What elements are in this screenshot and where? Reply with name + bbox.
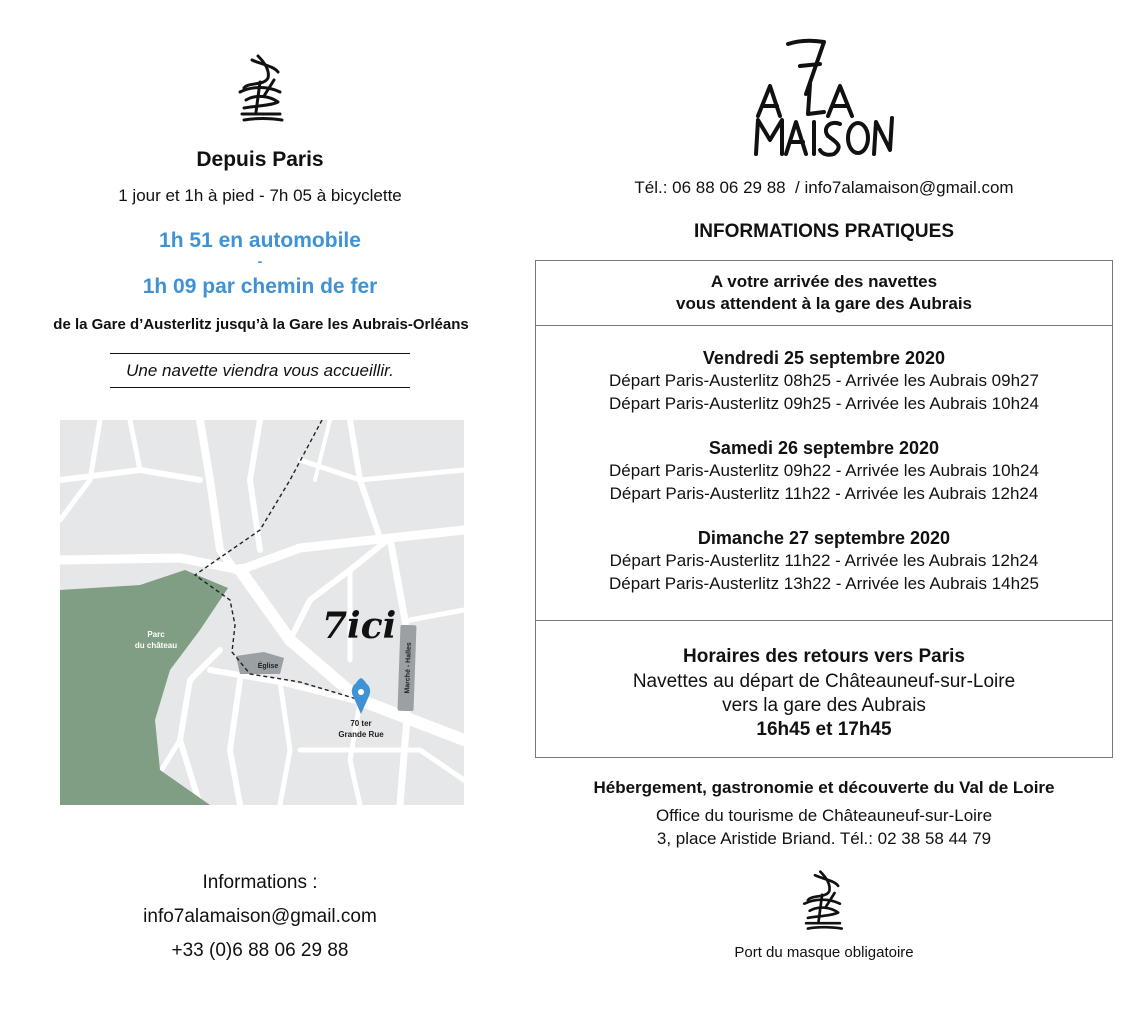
route-text: de la Gare d’Austerlitz jusqu’à la Gare les Aubrais-Orléans [53, 316, 469, 333]
contact-line: Tél.: 06 88 06 29 88 / info7alamaison@gmail.com [634, 178, 1014, 197]
park-label-1: Parc [147, 630, 165, 639]
train-time: 1h 09 par chemin de fer [142, 275, 378, 298]
brand-logo [748, 36, 898, 161]
return-title: Horaires des retours vers Paris [683, 646, 965, 667]
section-title: INFORMATIONS PRATIQUES [693, 221, 955, 242]
car-time: 1h 51 en automobile [159, 229, 361, 252]
handwritten-label: 7ici [322, 605, 397, 647]
lodging-title: Hébergement, gastronomie et découverte du Val de Loire [593, 778, 1055, 797]
address-label-1: 70 ter [350, 719, 372, 728]
day-schedule-line: Départ Paris-Austerlitz 09h22 - Arrivée les Aubrais 10h24 [609, 461, 1039, 480]
scribble-logo-icon [799, 868, 847, 934]
map-graphic [60, 420, 464, 805]
arrival-line-2: vous attendent à la gare des Aubrais [675, 294, 972, 313]
time-separator: - [257, 253, 263, 269]
box-divider-1 [535, 325, 1113, 326]
day-schedule-line: Départ Paris-Austerlitz 11h22 - Arrivée les Aubrais 12h24 [609, 484, 1039, 503]
day-schedule-line: Départ Paris-Austerlitz 11h22 - Arrivée les Aubrais 12h24 [609, 551, 1039, 570]
market-label: Marché - Halles [404, 642, 413, 694]
info-email[interactable]: info7alamaison@gmail.com [143, 906, 377, 927]
note-rule-top [110, 353, 410, 354]
return-line-1: Navettes au départ de Châteauneuf-sur-Loire [632, 671, 1016, 692]
left-heading: Depuis Paris [196, 148, 324, 171]
arrival-line-1: A votre arrivée des navettes [710, 272, 938, 291]
shuttle-note: Une navette viendra vous accueillir. [126, 361, 394, 380]
day-schedule-line: Départ Paris-Austerlitz 09h25 - Arrivée les Aubrais 10h24 [609, 394, 1039, 413]
note-rule-bottom [110, 387, 410, 388]
day-title: Samedi 26 septembre 2020 [708, 438, 940, 458]
day-schedule-line: Départ Paris-Austerlitz 13h22 - Arrivée les Aubrais 14h25 [609, 574, 1039, 593]
return-times: 16h45 et 17h45 [756, 719, 892, 740]
brand-logo-icon [748, 36, 898, 161]
park-label-2: du château [134, 641, 178, 650]
scribble-logo-icon [234, 52, 288, 126]
box-divider-2 [535, 620, 1113, 621]
church-label: Église [257, 663, 279, 670]
day-schedule-line: Départ Paris-Austerlitz 08h25 - Arrivée les Aubrais 09h27 [609, 371, 1039, 390]
mask-notice: Port du masque obligatoire [734, 944, 914, 961]
map [60, 420, 464, 805]
return-line-2: vers la gare des Aubrais [722, 695, 926, 716]
walk-bike-time: 1 jour et 1h à pied - 7h 05 à bicyclette [118, 186, 402, 205]
info-phone[interactable]: +33 (0)6 88 06 29 88 [171, 940, 349, 961]
address-label-2: Grande Rue [338, 730, 384, 739]
tourism-office: Office du tourisme de Châteauneuf-sur-Loire [655, 806, 993, 825]
day-title: Dimanche 27 septembre 2020 [697, 528, 951, 548]
tourism-address: 3, place Aristide Briand. Tél.: 02 38 58 44 79 [656, 829, 992, 848]
day-title: Vendredi 25 septembre 2020 [702, 348, 946, 368]
info-title: Informations : [202, 872, 318, 893]
